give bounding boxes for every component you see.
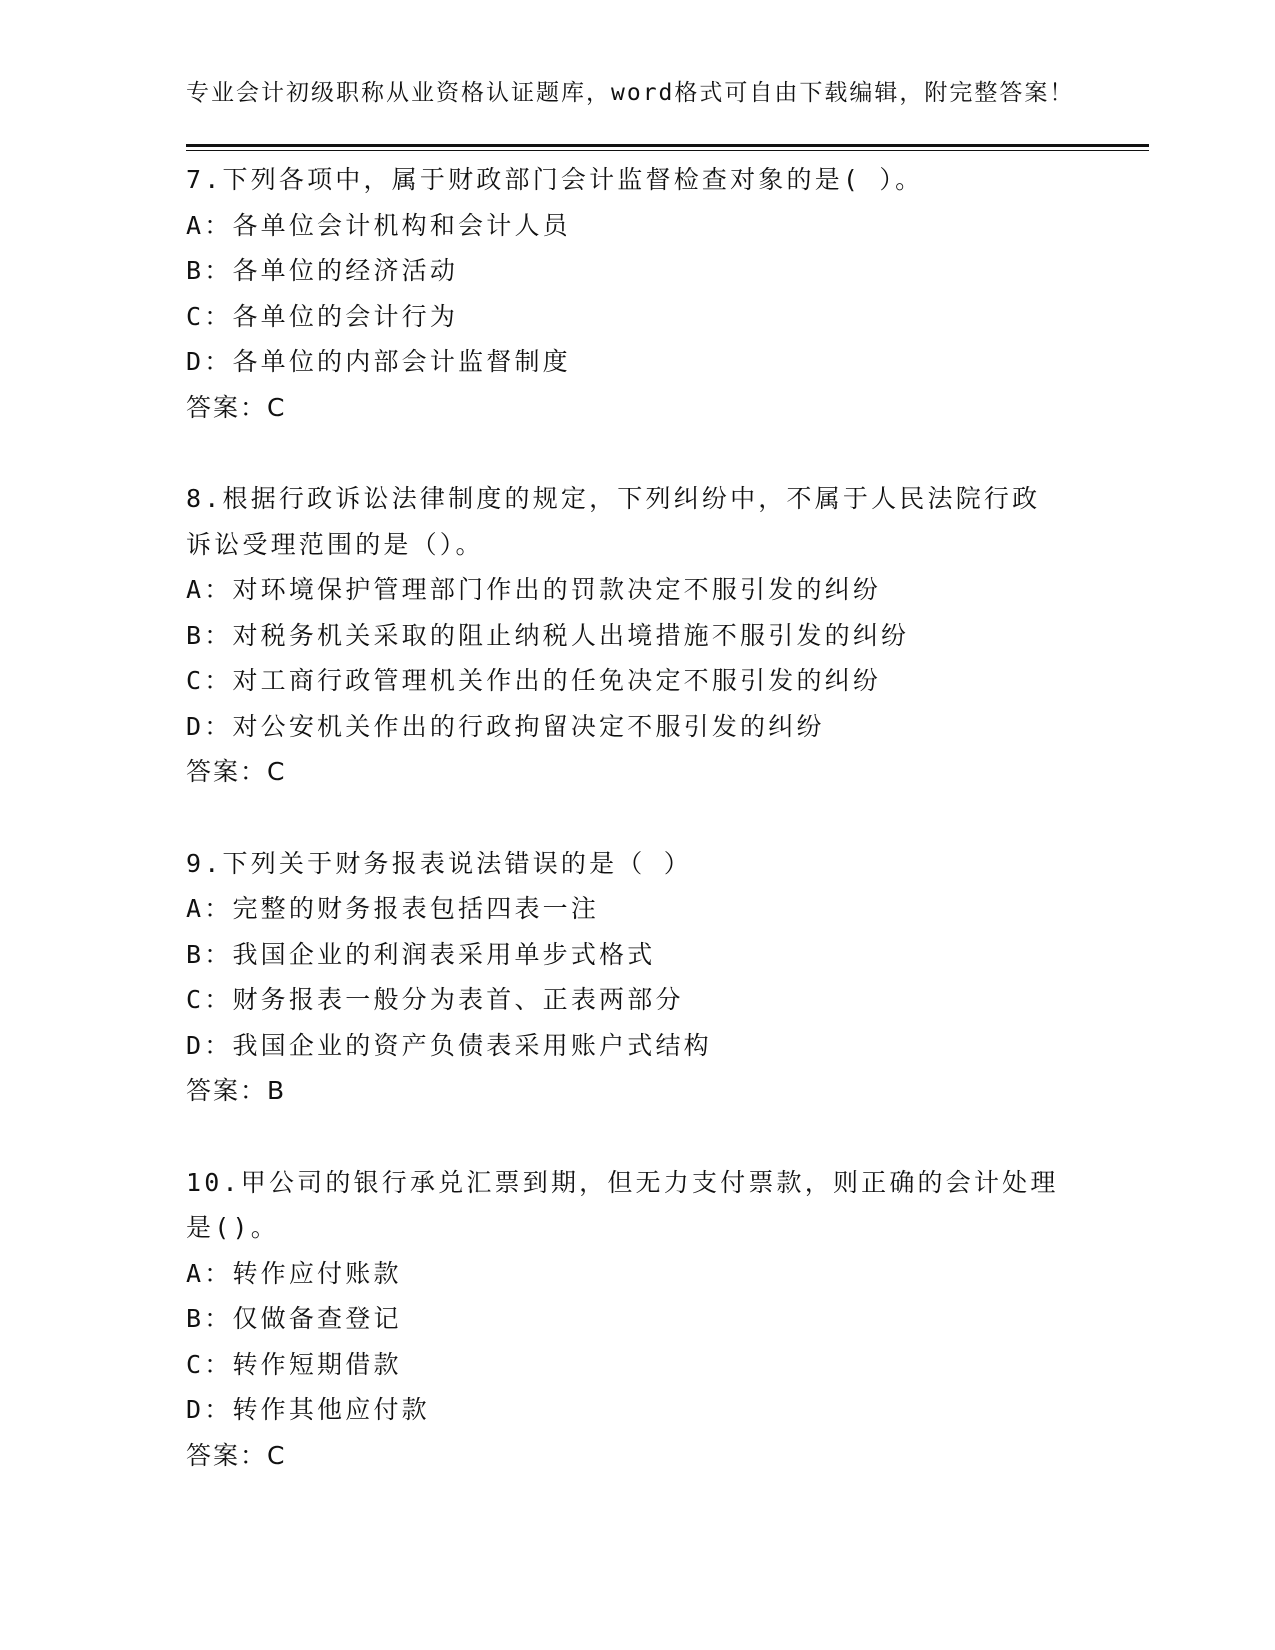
answer: 答案：B <box>186 1076 287 1105</box>
option-c: C：转作短期借款 <box>186 1349 402 1379</box>
option-a: A：完整的财务报表包括四表一注 <box>186 894 600 923</box>
question-9 <box>186 841 1086 1114</box>
option-a: A：对环境保护管理部门作出的罚款决定不服引发的纠纷 <box>186 575 882 604</box>
question-stem-continued: 诉讼受理范围的是（）。 <box>186 529 484 559</box>
question-stem: 7.下列各项中，属于财政部门会计监督检查对象的是( ）。 <box>186 165 924 194</box>
option-c: C：各单位的会计行为 <box>186 301 459 331</box>
option-b: B：我国企业的利润表采用单步式格式 <box>186 939 656 969</box>
option-d: D：我国企业的资产负债表采用账户式结构 <box>186 1030 712 1060</box>
page-header: 专业会计初级职称从业资格认证题库，word格式可自由下载编辑，附完整答案！ <box>186 80 1075 106</box>
option-b: B：对税务机关采取的阻止纳税人出境措施不服引发的纠纷 <box>186 620 910 650</box>
option-d: D：转作其他应付款 <box>186 1395 430 1424</box>
option-b: B：仅做备查登记 <box>186 1304 402 1333</box>
option-b: B：各单位的经济活动 <box>186 256 459 285</box>
question-list <box>186 157 1086 1524</box>
header-rule-thin <box>186 150 1149 151</box>
option-a: A：各单位会计机构和会计人员 <box>186 210 571 240</box>
answer: 答案：C <box>186 392 287 422</box>
question-10 <box>186 1160 1086 1479</box>
header-rule-thick <box>186 144 1149 147</box>
question-stem-continued: 是()。 <box>186 1213 279 1242</box>
question-stem: 10.甲公司的银行承兑汇票到期，但无力支付票款，则正确的会计处理 <box>186 1167 1059 1197</box>
answer: 答案：C <box>186 1440 287 1470</box>
question-8 <box>186 476 1086 795</box>
question-7 <box>186 157 1086 430</box>
option-d: D：对公安机关作出的行政拘留决定不服引发的纠纷 <box>186 711 825 741</box>
answer: 答案：C <box>186 757 287 786</box>
option-c: C：对工商行政管理机关作出的任免决定不服引发的纠纷 <box>186 666 882 695</box>
question-stem: 9.下列关于财务报表说法错误的是（ ） <box>186 848 692 878</box>
option-c: C：财务报表一般分为表首、正表两部分 <box>186 985 684 1014</box>
question-stem: 8.根据行政诉讼法律制度的规定，下列纠纷中，不属于人民法院行政 <box>186 484 1041 513</box>
option-a: A：转作应付账款 <box>186 1258 402 1288</box>
option-d: D：各单位的内部会计监督制度 <box>186 347 571 376</box>
